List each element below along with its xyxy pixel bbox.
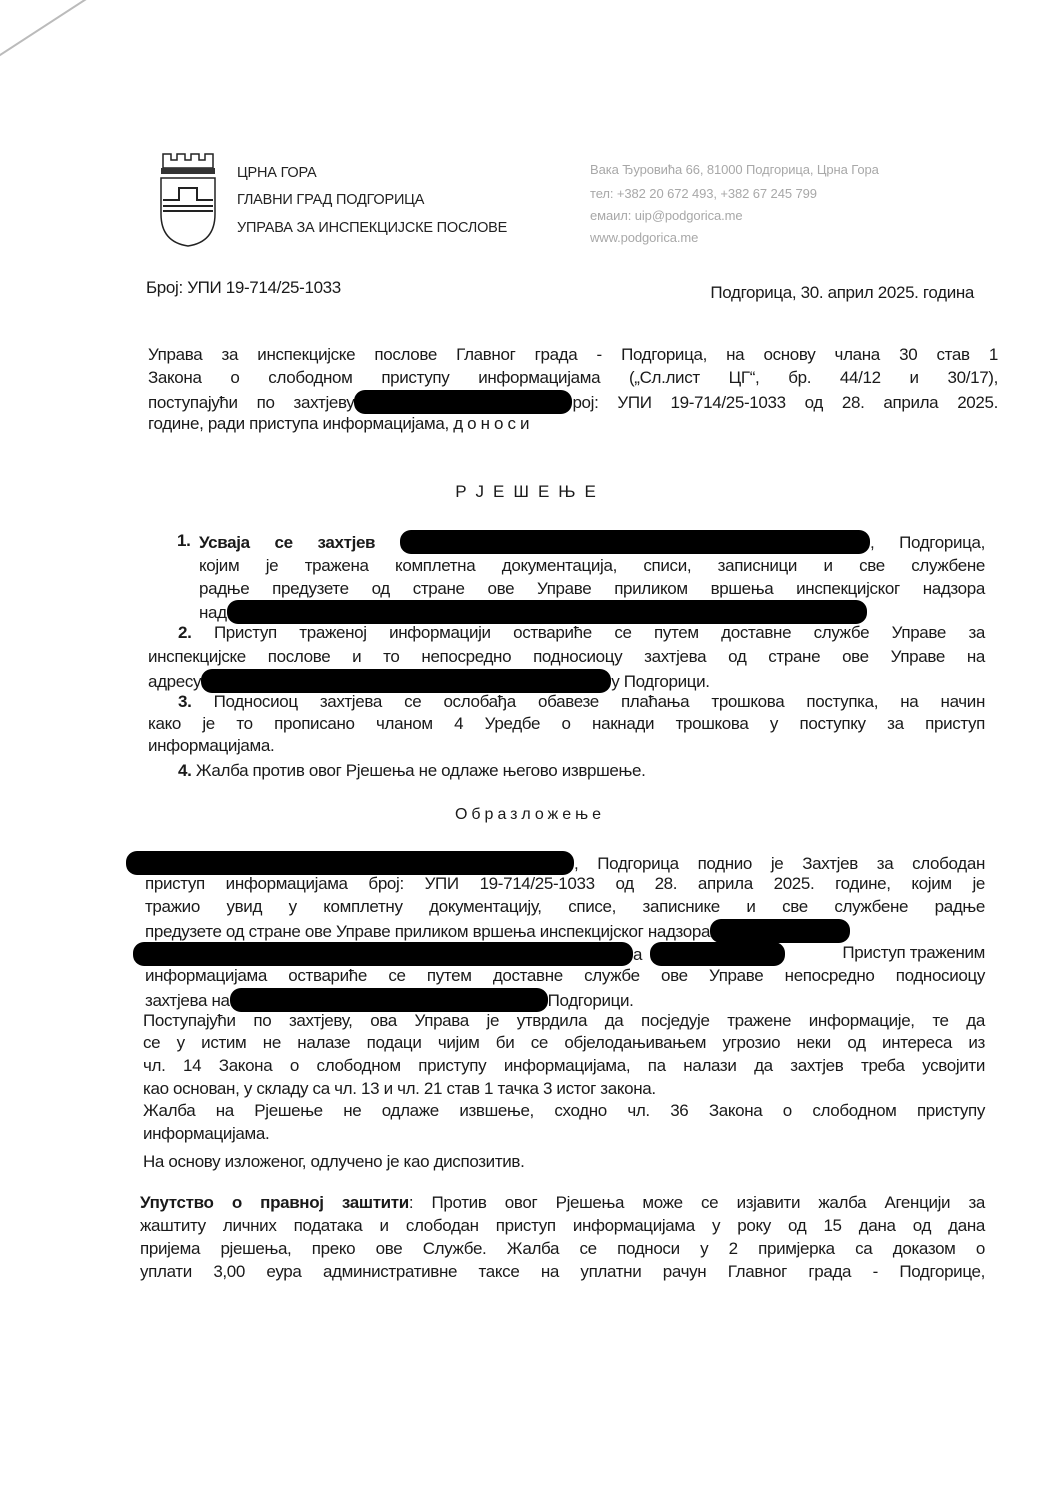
item-text: у Подгорици. [611, 672, 710, 691]
reasoning-text: Подгорици. [547, 991, 634, 1010]
header-city: ГЛАВНИ ГРАД ПОДГОРИЦА [237, 192, 425, 208]
redaction [126, 851, 574, 875]
item-text: Жалба против овог Рјешења не одлаже његово извршење. [195, 761, 646, 780]
reasoning-text: , Подгорица поднио је Захтјев за слободан [574, 854, 985, 873]
legal-line: уплати 3,00 еура административне таксе на уплатни рачун Главног града - Подгорице, [140, 1262, 985, 1281]
legal-lead: Упутство о правној заштити [140, 1193, 409, 1212]
item-text: Приступ траженој информацији оствариће се путем доставне службе Управе за [213, 623, 985, 642]
item-1-line: радње предузете од стране ове Управе приликом вршења инспекцијског надзора [199, 579, 985, 598]
reasoning-text: а [633, 945, 643, 964]
reasoning-line [145, 988, 634, 1012]
document-number: Број: УПИ 19-714/25-1033 [146, 278, 341, 297]
item-text: Подносиоц захтјева се ослобађа обавезе плаћања трошкова поступка, на начин [213, 692, 985, 711]
decision-title: РЈЕШЕЊЕ [455, 482, 605, 501]
intro-line: године, ради приступа информацијама, д о н о с и [148, 414, 530, 433]
document-date: Подгорица, 30. април 2025. година [710, 283, 974, 302]
redaction [650, 942, 785, 966]
legal-line: пријема рјешења, преко ове Службе. Жалба се подноси у 2 примјерка са доказом о [140, 1239, 985, 1258]
redaction [227, 600, 867, 624]
header-web: www.podgorica.me [590, 230, 699, 245]
reasoning-line: На основу изложеног, одлучено је као диспозитив. [143, 1152, 525, 1171]
item-text: адресу [148, 672, 202, 691]
item-text: над [199, 603, 227, 622]
legal-line: жаштиту личних података и слободан приступ информацијама у року од 15 дана од дана [140, 1216, 985, 1235]
header-office: УПРАВА ЗА ИНСПЕКЦИЈСКЕ ПОСЛОВЕ [237, 220, 508, 236]
item-3-line: информацијама. [148, 736, 275, 755]
reasoning-text: Приступ траженим [842, 943, 985, 962]
item-1-line [199, 600, 867, 624]
reasoning-line: тражио увид у комплетну документацију, списе, записнике и све службене радње [145, 897, 985, 916]
intro-line: Закона о слободном приступу информацијама („Сл.лист ЦГ“, бр. 44/12 и 30/17), [148, 368, 998, 387]
intro-text: поступајући по захтјеву [148, 393, 355, 412]
reasoning-line: Поступајући по захтјеву, ова Управа је утврдила да посједује тражене информације, те да [143, 1011, 985, 1030]
scan-fold-line [0, 0, 246, 82]
intro-line [148, 390, 998, 412]
intro-text: рој: УПИ 19-714/25-1033 од 28. априла 2025. [572, 393, 998, 412]
redaction [400, 530, 870, 554]
reasoning-text: предузете од стране ове Управе приликом вршења инспекцијског надзора [145, 922, 711, 941]
item-3-line: како је то прописано чланом 4 Уредбе о накнади трошкова у поступку за приступ [148, 714, 985, 733]
reasoning-line: приступ информацијама број: УПИ 19-714/25-1033 од 28. априла 2025. године, којим је [145, 874, 985, 893]
item-2-line [178, 622, 985, 644]
redaction [201, 669, 611, 693]
reasoning-line [145, 919, 850, 943]
reasoning-line: Жалба на Рјешење не одлаже извшење, сходно чл. 36 Закона о слободном приступу [143, 1101, 985, 1120]
item-1-lead: Усваја се захтјев [199, 533, 376, 552]
item-2-line [148, 669, 710, 693]
item-number: 4. [178, 761, 192, 780]
item-1-line: којим је тражена комплетна документација, списи, записници и све службене [199, 556, 985, 575]
header-country: ЦРНА ГОРА [237, 165, 317, 181]
intro-line: Управа за инспекцијске послове Главног града - Подгорица, на основу члана 30 став 1 [148, 345, 998, 364]
item-1-line [199, 530, 985, 552]
legal-text: : Против овог Рјешења може се изјавити жалба Агенцији за [408, 1193, 985, 1212]
item-2-line: инспекцијске послове и то непосредно подносиоцу захтјева од стране ове Управе на [148, 647, 985, 666]
reasoning-line: информацијама оствариће се путем доставне службе ове Управе непосредно подносиоцу [145, 966, 985, 985]
header-email: емаил: uip@podgorica.me [590, 208, 743, 223]
legal-line [140, 1192, 985, 1214]
reasoning-title: Образложење [454, 806, 606, 823]
item-number: 1. [177, 531, 191, 550]
item-3-line [178, 691, 985, 713]
item-text: , Подгорица, [869, 533, 985, 552]
redaction [230, 988, 548, 1012]
redaction [354, 390, 572, 414]
item-number: 3. [178, 692, 192, 711]
header-address: Вака Ђуровића 66, 81000 Подгорица, Црна Гора [590, 162, 879, 177]
coat-of-arms-logo [155, 150, 221, 248]
reasoning-line [133, 942, 985, 966]
redaction [710, 919, 850, 943]
reasoning-line: информацијама. [143, 1124, 270, 1143]
reasoning-line: чл. 14 Закона о слободном приступу информацијама, па налази да захтјев треба усвојити [143, 1056, 985, 1075]
redaction [133, 942, 633, 966]
reasoning-line [126, 851, 985, 873]
item-4-line [178, 760, 645, 782]
header-phone: тел: +382 20 672 493, +382 67 245 799 [590, 186, 817, 201]
reasoning-text: захтјева на [145, 991, 230, 1010]
item-number: 2. [178, 623, 192, 642]
reasoning-line: се у истим не налазе подаци чијим би се објелодањивањем угрозио неки од интереса из [143, 1033, 985, 1052]
reasoning-line: као основан, у складу са чл. 13 и чл. 21 став 1 тачка 3 истог закона. [143, 1079, 656, 1098]
